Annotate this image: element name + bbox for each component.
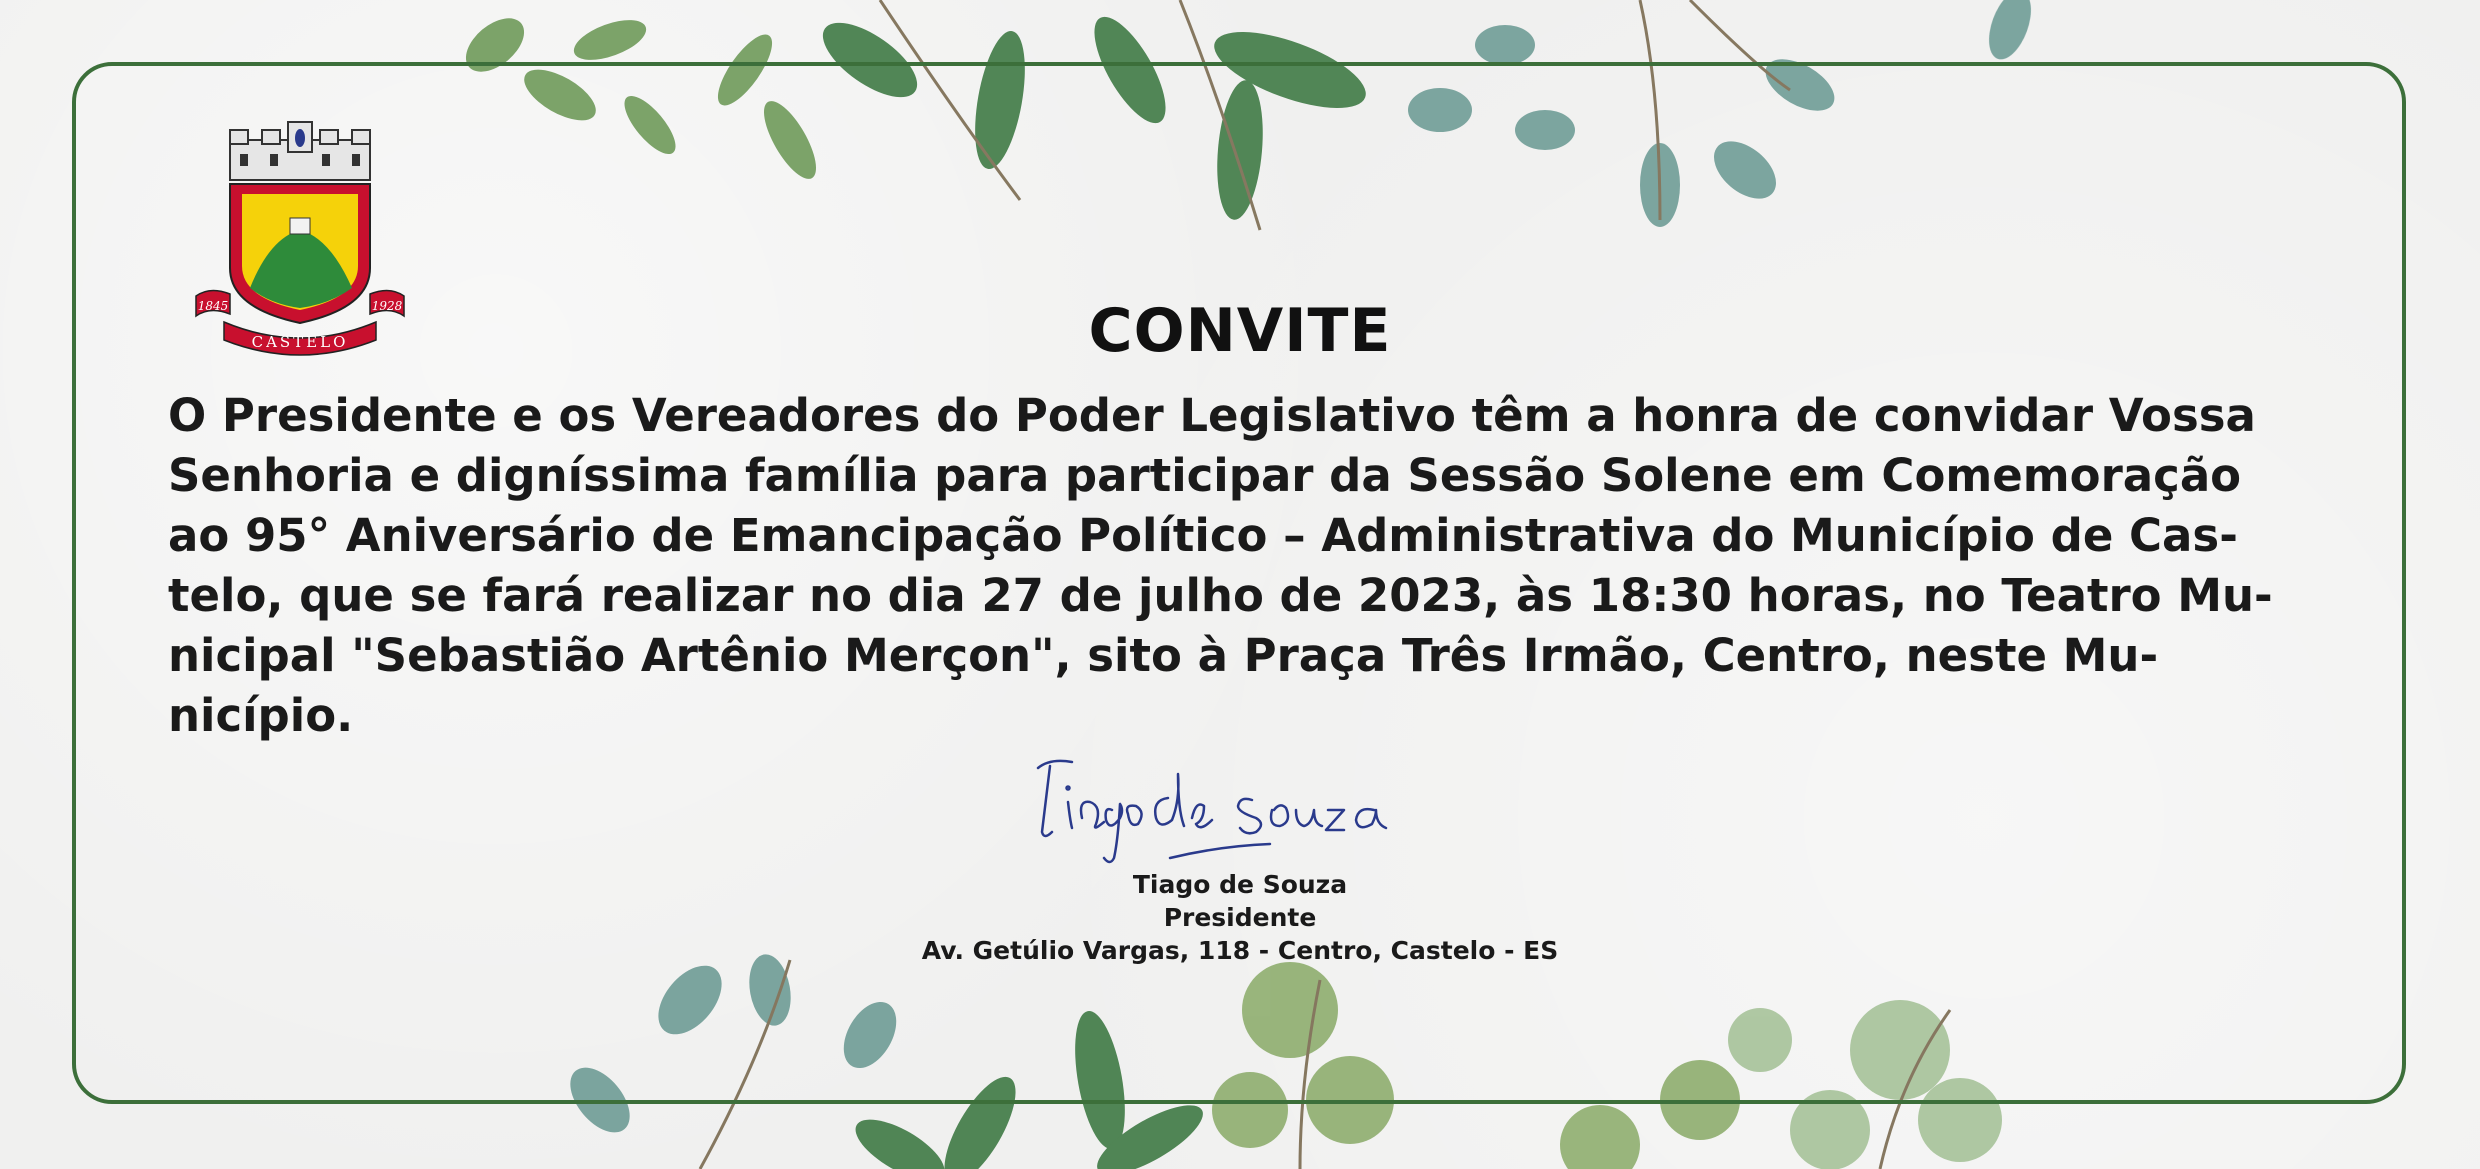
signer-role: Presidente <box>1163 903 1317 932</box>
signer-name: Tiago de Souza <box>1132 870 1348 899</box>
signer-address: Av. Getúlio Vargas, 118 - Centro, Castelo - ES <box>921 936 1559 965</box>
body-line: telo, que se fará realizar no dia 27 de julho de 2023, às 18:30 horas, no Teatro Mu- <box>168 569 2273 622</box>
mural-crown-icon <box>230 122 370 180</box>
invitation-title: CONVITE <box>1088 296 1392 366</box>
invitation-body <box>168 386 2328 746</box>
body-line: ao 95° Aniversário de Emancipação Político – Administrativa do Município de Cas- <box>168 509 2238 562</box>
body-line: Senhoria e digníssima família para participar da Sessão Solene em Comemoração <box>168 449 2242 502</box>
crest-year-left: 1845 <box>197 299 229 313</box>
signature-block <box>0 868 2480 967</box>
body-line: nicípio. <box>168 689 354 742</box>
body-line: O Presidente e os Vereadores do Poder Legislativo têm a honra de convidar Vossa <box>168 389 2256 442</box>
body-line: nicipal "Sebastião Artênio Merçon", sito à Praça Três Irmão, Centro, neste Mu- <box>168 629 2159 682</box>
crest-year-right: 1928 <box>371 299 403 313</box>
crest-banner-text: CASTELO <box>251 333 349 351</box>
handwritten-signature-icon <box>1020 740 1470 880</box>
